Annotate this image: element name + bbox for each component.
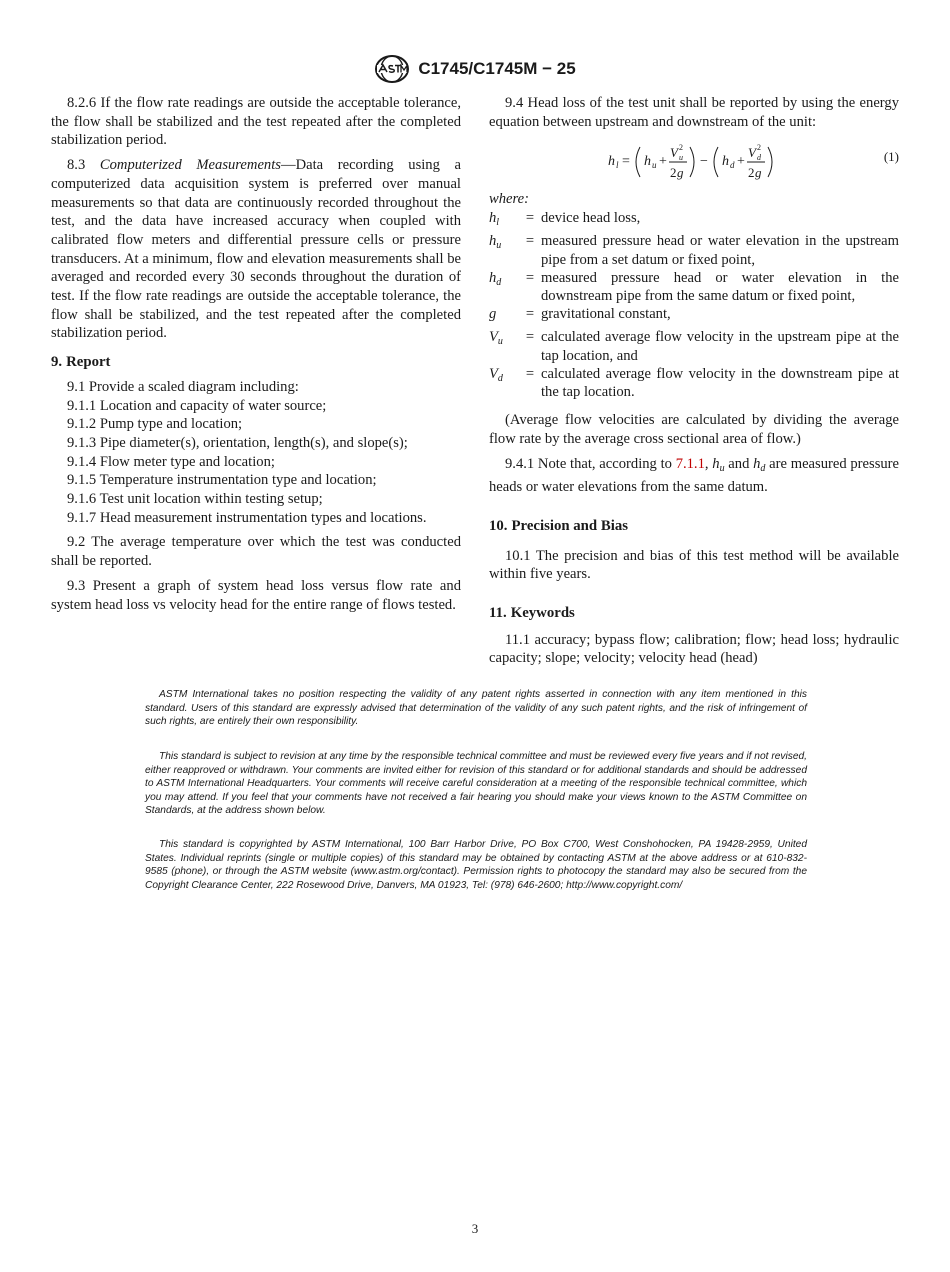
paragraph-9-4-1: 9.4.1 Note that, according to 7.1.1, $h_u$ and $h_d$ are measured pressure heads or water elevations from the same datum. — [489, 455, 900, 496]
svg-text:d: d — [757, 153, 761, 163]
paragraph-9-4: 9.4 Head loss of the test unit shall be reported by using the energy equation between upstream and downstream of the unit: — [489, 95, 899, 130]
copyright-notice: This standard is copyrighted by ASTM International, 100 Barr Harbor Drive, PO Box C700, West Conshohocken, PA 19428-2959, United States. Individual reprints (single or multiple copies) of this standard may be obtained by contacting ASTM at the above address or at 610-832-9585 (phone), or through the ASTM website (www.astm.org/contact). Permission rights to photocopy the standard may also be secured from the Copyright Clearance Center, 222 Rosewood Drive, Danvers, MA 01923, Tel: (978) 646-2600; http://www.copyright.com/ — [145, 839, 807, 891]
paragraph-11-1: 11.1 accuracy; bypass flow; calibration; flow; head loss; hydraulic capacity; slope; velocity; velocity head (head) — [489, 631, 899, 667]
list-item: 9.1.4 Flow meter type and location; — [67, 453, 275, 470]
variable-definitions — [489, 209, 899, 401]
section-11-number: 11. — [489, 605, 507, 622]
revision-notice: This standard is subject to revision at any time by the responsible technical committee and must be reviewed every five years and if not revised, either reapproved or withdrawn. Your comments are invited either for revision of this standard or for additional standards and should be addressed to ASTM International Headquarters. Your comments will receive careful consideration at a meeting of the responsible technical committee, which you may attend. If you feel that your comments have not received a fair hearing you should make your views known to the ASTM Committee on Standards, at the address shown below. — [145, 751, 807, 816]
astm-logo-icon — [374, 54, 410, 84]
definition-row — [489, 209, 899, 232]
definition-symbol: g — [489, 306, 497, 323]
definition-symbol: $h_d$ — [489, 269, 502, 288]
definition-text: measured pressure head or water elevation in the upstream pipe from a set datum or fixed point, — [541, 233, 899, 268]
section-10-title: Precision and Bias — [511, 517, 628, 534]
definition-row — [489, 328, 899, 364]
definition-text: device head loss, — [541, 210, 641, 227]
definition-symbol: $h_u$ — [489, 233, 502, 252]
list-item: 9.1 Provide a scaled diagram including: — [67, 378, 299, 395]
svg-text:V: V — [670, 145, 678, 161]
list-item: 9.1.3 Pipe diameter(s), orientation, length(s), and slope(s); — [67, 434, 408, 451]
definition-row — [489, 305, 899, 328]
paragraph-8-3-text: —Data recording using a computerized data acquisition system is preferred over manual measurements so that data are continuously recorded throughout the test, and the data have increased accuracy when coupled with calibrated flow meters and differential pressure cells or pressure transducers. At a minimum, flow and elevation measurements shall be averaged and recorded every 30 seconds throughout the duration of test. If the flow rate readings are outside the acceptable tolerance, the flow shall be stabilized, and the test repeated after the completed stabilization period. — [51, 157, 462, 342]
paragraph-8-3-title: Computerized Measurements — [99, 157, 281, 174]
svg-text:+: + — [659, 154, 667, 170]
svg-text:g: g — [677, 165, 684, 181]
section-10-number: 10. — [489, 517, 508, 534]
left-column — [51, 94, 461, 614]
section-11-title: Keywords — [510, 605, 575, 622]
svg-text:g: g — [755, 165, 762, 181]
definition-symbol: $h_l$ — [489, 210, 500, 229]
definition-equals: = — [525, 306, 535, 323]
section-9-title: Report — [66, 354, 111, 371]
svg-text:2: 2 — [679, 143, 683, 153]
section-7-1-1-link[interactable]: 7.1.1 — [675, 455, 705, 472]
svg-text:2: 2 — [748, 165, 755, 181]
definition-text: calculated average flow velocity in the upstream pipe at the tap location, and — [541, 329, 899, 364]
paragraph-10-1: 10.1 The precision and bias of this test method will be available within five years. — [489, 547, 899, 583]
svg-text:d: d — [730, 160, 735, 171]
page-header — [0, 54, 950, 84]
svg-text:h: h — [722, 154, 729, 170]
list-item: 9.1.7 Head measurement instrumentation types and locations. — [67, 509, 427, 526]
section-9-heading — [51, 353, 461, 372]
svg-text:V: V — [748, 145, 756, 161]
definition-row — [489, 365, 899, 401]
patent-notice: ASTM International takes no position respecting the validity of any patent rights asserted in connection with any item mentioned in this standard. Users of this standard are expressly advised that determination of the validity of any such patent rights, and the risk of infringement of such rights, are entirely their own responsibility. — [145, 689, 807, 727]
definition-symbol: $V_u$ — [489, 329, 503, 348]
svg-text:2: 2 — [757, 143, 761, 153]
svg-text:u: u — [679, 153, 683, 163]
definition-row — [489, 232, 899, 268]
section-10-heading — [489, 517, 899, 536]
svg-text:+: + — [737, 154, 745, 170]
paragraph-8-2-6: 8.2.6 If the flow rate readings are outside the acceptable tolerance, the flow shall be stabilized and the test repeated after the completed stabilization period. — [51, 95, 461, 149]
svg-text:u: u — [652, 160, 657, 171]
definition-equals: = — [525, 269, 535, 286]
definition-text: measured pressure head or water elevation in the downstream pipe from the same datum or fixed point, — [541, 269, 899, 304]
list-item: 9.1.2 Pump type and location; — [67, 416, 243, 433]
equation-number: (1) — [883, 149, 899, 165]
definition-equals: = — [525, 233, 535, 250]
svg-text:=: = — [622, 154, 630, 170]
definition-text: gravitational constant, — [541, 306, 671, 323]
list-item: 9.1.6 Test unit location within testing setup; — [67, 491, 323, 508]
definition-equals: = — [525, 329, 535, 346]
equation-1 — [489, 135, 899, 187]
section-9-number: 9. — [51, 354, 63, 371]
standard-designation: C1745/C1745M − 25 — [418, 59, 576, 78]
list-item: 9.1.1 Location and capacity of water source; — [67, 397, 327, 414]
page-number: 3 — [471, 1221, 479, 1236]
list-item: 9.1.5 Temperature instrumentation type and location; — [67, 472, 377, 489]
svg-text:h: h — [608, 154, 615, 170]
paragraph-8-3-number: 8.3 — [67, 157, 100, 174]
paragraph-9-3: 9.3 Present a graph of system head loss versus flow rate and system head loss vs velocity head for the entire range of flows tested. — [51, 577, 461, 613]
svg-text:2: 2 — [670, 165, 677, 181]
definition-row — [489, 269, 899, 305]
svg-text:−: − — [700, 154, 708, 170]
average-velocity-note: (Average flow velocities are calculated by dividing the average flow rate by the average cross sectional area of flow.) — [489, 412, 899, 447]
where-label: where: — [489, 191, 529, 208]
head-loss-equation — [594, 135, 794, 187]
svg-text:l: l — [616, 160, 619, 171]
svg-text:h: h — [644, 154, 651, 170]
definition-equals: = — [525, 365, 535, 382]
right-column — [489, 94, 899, 668]
paragraph-9-2: 9.2 The average temperature over which the test was conducted shall be reported. — [51, 534, 461, 570]
definition-equals: = — [525, 210, 535, 227]
section-11-heading — [489, 604, 899, 623]
paragraph-8-3 — [51, 156, 461, 343]
definition-text: calculated average flow velocity in the downstream pipe at the tap location. — [541, 365, 899, 400]
definition-symbol: $V_d$ — [489, 365, 503, 384]
